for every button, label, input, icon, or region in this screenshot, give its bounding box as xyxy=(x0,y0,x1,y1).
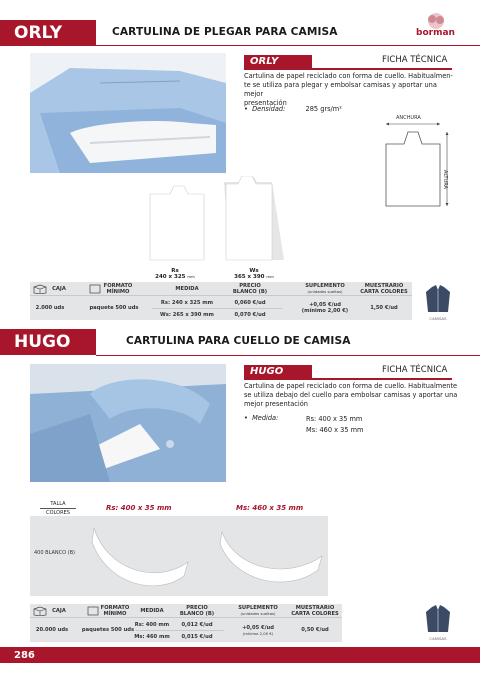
collar-ms xyxy=(218,522,328,592)
header-line: MUESTRARIO xyxy=(295,605,335,611)
ficha-tecnica-heading: FICHA TÉCNICA xyxy=(382,365,448,375)
description-line: se utiliza debajo del cuello para embolsar camisas y aportar una xyxy=(244,391,458,399)
description-line: mejor presentación xyxy=(244,400,308,408)
col-medida: MEDIDA xyxy=(175,286,199,292)
product-description-hugo xyxy=(244,382,458,409)
section-tab-orly xyxy=(0,20,96,46)
width-label: ANCHURA xyxy=(396,115,421,121)
description-line: presentación xyxy=(244,99,287,107)
size-dims: 365 x 390 xyxy=(234,274,265,280)
brand-name: borman xyxy=(416,28,455,38)
suplemento-line: (mínimo 2,00 €) xyxy=(301,308,349,314)
product-photo-hugo xyxy=(30,364,226,482)
shirt-caption: CAMISAS xyxy=(429,636,447,641)
height-label: ALTURA xyxy=(442,170,448,189)
description-line: Cartulina de papel reciclado con forma de cuello. Habitualmen- xyxy=(244,72,453,80)
header-line: FORMATO xyxy=(103,283,133,289)
description-line: Cartulina de papel reciclado con forma de cuello. Habitualmente xyxy=(244,382,458,390)
col-medida: MEDIDA xyxy=(140,608,164,614)
box-icon xyxy=(32,606,48,616)
ficha-rule xyxy=(244,68,452,70)
header-line: (unidades sueltas) xyxy=(240,611,276,616)
product-description-orly xyxy=(244,72,458,108)
cell-precio: 0,012 €/ud xyxy=(181,621,213,628)
suplemento-line: (mínimo 2,00 €) xyxy=(242,630,274,636)
product-name-box-orly xyxy=(244,55,312,68)
header-line: CARTA COLORES xyxy=(291,611,339,617)
spec-value: Rs: 400 x 35 mm xyxy=(306,415,363,423)
cell-suplemento xyxy=(294,296,356,320)
cell-medida: Rs: 240 x 325 mm xyxy=(160,299,214,306)
spec-label: Medida: xyxy=(252,414,279,422)
description-line: te se utiliza para plegar y embolsar camisas y aportar una mejor xyxy=(244,81,437,98)
col-precio xyxy=(224,283,276,295)
size-caption-ws xyxy=(232,268,276,280)
cell-precio: 0,070 €/ud xyxy=(234,311,266,318)
size-code: Ws xyxy=(249,268,259,274)
section-tab-hugo xyxy=(0,329,96,355)
header-line: BLANCO (B) xyxy=(179,611,215,617)
ficha-tecnica-heading: FICHA TÉCNICA xyxy=(382,55,448,65)
price-table-hugo xyxy=(30,604,342,642)
header-line: FORMATO xyxy=(100,605,130,611)
col-suplemento xyxy=(294,283,356,295)
size-head-ms: Ms: 460 x 35 mm xyxy=(236,504,304,512)
col-muestrario xyxy=(288,605,342,617)
shirt-caption: CAMISAS xyxy=(429,316,447,321)
col-precio xyxy=(172,605,222,617)
cell-caja: 20.000 uds xyxy=(35,627,69,633)
section-title-hugo: CARTULINA PARA CUELLO DE CAMISA xyxy=(126,335,351,347)
spec-value: 285 grs/m² xyxy=(305,105,342,113)
page-number: 286 xyxy=(14,649,35,661)
title-rule xyxy=(96,355,480,356)
shirt-icon xyxy=(424,604,452,636)
page-number-bar xyxy=(0,647,480,663)
cell-suplemento xyxy=(228,618,288,642)
row-label: 400 BLANCO (B) xyxy=(34,550,75,556)
section-tab-label: HUGO xyxy=(14,332,71,352)
cell-caja: 2.000 uds xyxy=(35,305,65,311)
product-photo-orly xyxy=(30,53,226,173)
header-line: PRECIO xyxy=(239,283,261,289)
col-muestrario xyxy=(356,283,412,295)
brand-logo xyxy=(412,10,460,42)
header-line: SUPLEMENTO xyxy=(305,283,345,289)
suplemento-line: +0,05 €/ud xyxy=(242,624,274,631)
col-formato xyxy=(98,605,132,617)
spec-density: • Densidad: 285 grs/m² xyxy=(244,105,342,113)
collar-rs xyxy=(88,522,198,592)
header-line: SUPLEMENTO xyxy=(238,605,278,611)
cell-medida: Rs: 400 mm xyxy=(134,621,170,628)
header-line: PRECIO xyxy=(186,605,208,611)
product-name: ORLY xyxy=(250,56,279,67)
cell-muestrario: 1,50 €/ud xyxy=(370,305,398,311)
ficha-rule xyxy=(244,378,452,380)
section-title-orly: CARTULINA DE PLEGAR PARA CAMISA xyxy=(112,26,338,38)
cell-formato: paquetes 500 uds xyxy=(81,627,135,633)
product-name-box-hugo xyxy=(244,365,312,378)
colores-label: COLORES xyxy=(40,508,76,517)
cell-medida: Ms: 460 mm xyxy=(134,633,170,640)
price-table-orly xyxy=(30,282,412,320)
size-unit: mm xyxy=(266,274,274,279)
box-icon xyxy=(32,284,48,294)
cell-formato: paquete 500 uds xyxy=(89,305,139,311)
col-suplemento xyxy=(228,605,288,617)
shirt-icon xyxy=(424,284,452,316)
cell-medida: Ws: 265 x 390 mm xyxy=(160,311,214,318)
spec-medida-values xyxy=(306,414,363,436)
cell-muestrario: 0,50 €/ud xyxy=(301,627,329,633)
title-rule xyxy=(96,45,480,46)
spec-label: Densidad: xyxy=(252,105,286,113)
col-caja: CAJA xyxy=(52,286,66,292)
col-caja: CAJA xyxy=(52,608,66,614)
header-line: MUESTRARIO xyxy=(364,283,404,289)
section-tab-label: ORLY xyxy=(14,23,63,43)
cell-precio: 0,060 €/ud xyxy=(234,299,266,306)
header-line: CARTA COLORES xyxy=(360,289,408,295)
col-formato xyxy=(100,283,136,295)
size-code: Rs xyxy=(171,268,179,274)
header-line: MÍNIMO xyxy=(103,611,127,617)
header-line: MÍNIMO xyxy=(106,289,130,295)
talla-label: TALLA xyxy=(50,501,66,507)
folding-boards xyxy=(146,176,296,268)
size-caption-rs xyxy=(155,268,195,280)
header-line: (unidades sueltas) xyxy=(307,289,343,294)
size-unit: mm xyxy=(187,274,195,279)
size-head-rs: Rs: 400 x 35 mm xyxy=(106,504,172,512)
spec-medida: • Medida: xyxy=(244,414,279,422)
suplemento-line: +0,05 €/ud xyxy=(309,302,341,308)
spec-value: Ms: 460 x 35 mm xyxy=(306,426,364,434)
cell-precio: 0,015 €/ud xyxy=(181,633,213,640)
talla-colores-header xyxy=(40,500,76,517)
dimension-diagram xyxy=(372,114,462,210)
size-dims: 240 x 325 xyxy=(155,274,186,280)
product-name: HUGO xyxy=(250,366,284,377)
header-line: BLANCO (B) xyxy=(232,289,268,295)
